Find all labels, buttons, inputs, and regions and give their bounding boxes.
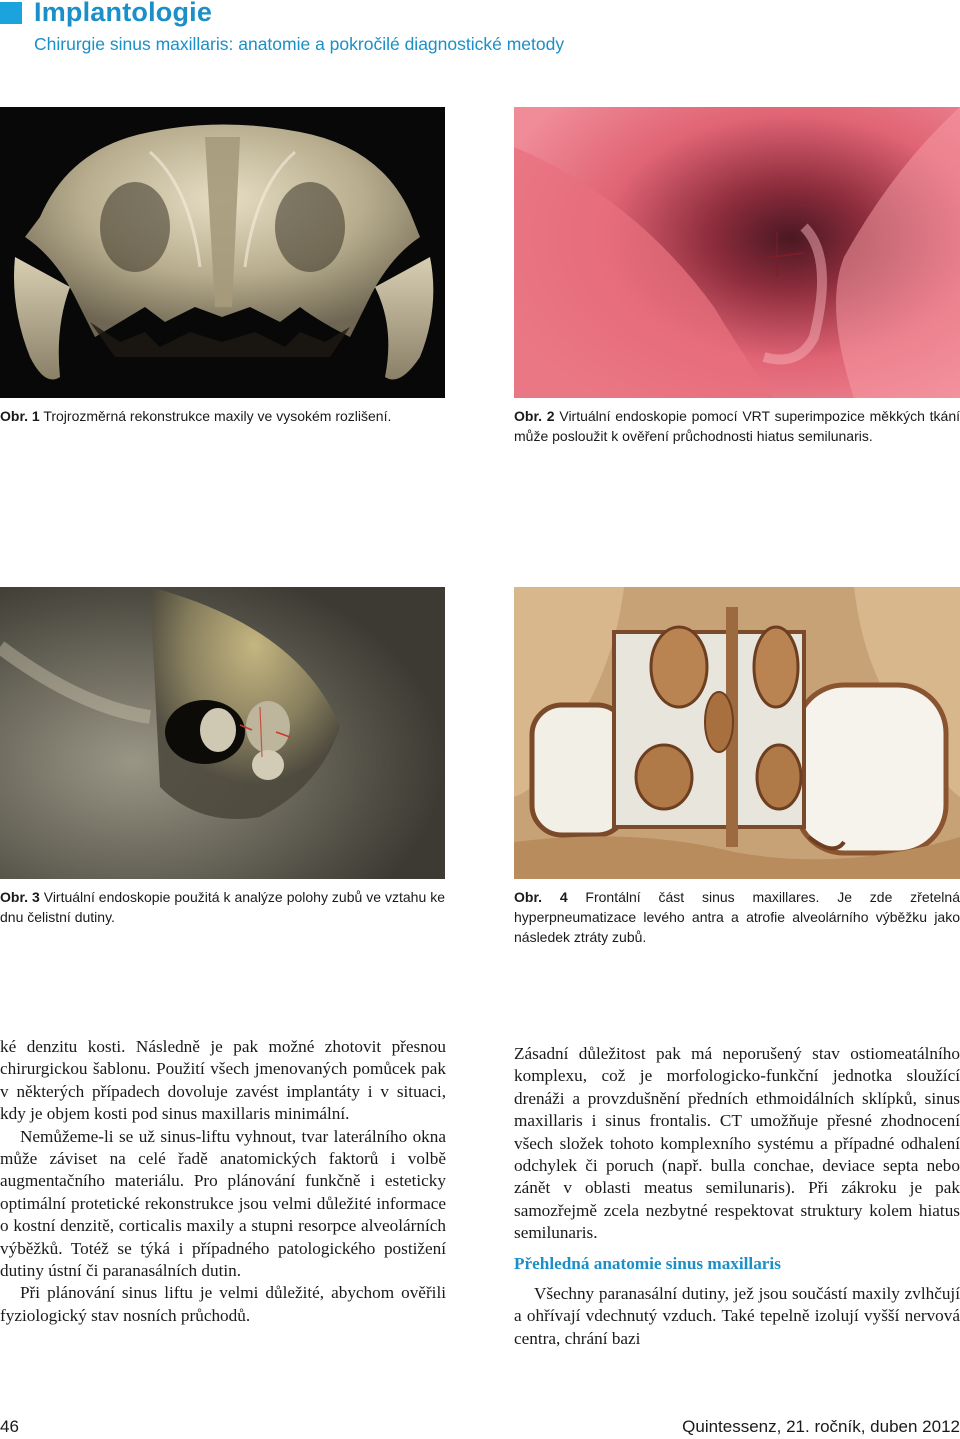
- section-marker-square: [0, 2, 22, 24]
- figure-2-image: [514, 107, 960, 398]
- figure-2-caption: [514, 406, 960, 446]
- figure-3-caption-text: Virtuální endoskopie použitá k analýze polohy zubů ve vztahu ke dnu čelistní dutiny.: [0, 889, 445, 925]
- right-paragraph-2: Všechny paranasální dutiny, jež jsou součástí maxily zvlhčují a ohřívají vdechnutý vzduch. Také tepelně izolují vyšší nervová centra, chrání bazi: [514, 1284, 960, 1348]
- figure-4-caption: [514, 887, 960, 947]
- maxilla-reconstruction-illustration: [0, 107, 445, 398]
- left-paragraph-3: Při plánování sinus liftu je velmi důležité, abychom ověřili fyziologický stav nosních průchodů.: [0, 1283, 446, 1325]
- figure-4-caption-text: Frontální část sinus maxillares. Je zde zřetelná hyperpneumatizace levého antra a atrofie alveolárního výběžku jako následek ztráty zubů.: [514, 889, 960, 945]
- figure-4-image: [514, 587, 960, 879]
- teeth-endoscopy-illustration: [0, 587, 445, 879]
- figure-1-caption: [0, 406, 445, 426]
- left-paragraph-1: ké denzitu kosti. Následně je pak možné zhotovit přesnou chirurgickou šablonu. Použití všech jmenovaných pomůcek pak v některých případech dovoluje zavést implantáty i v situaci, kdy je objem kosti pod sinus maxillaris minimální.: [0, 1037, 446, 1124]
- section-heading-anatomy: Přehledná anatomie sinus maxillaris: [514, 1253, 781, 1273]
- body-column-right: [514, 1043, 960, 1350]
- figure-4-label: Obr. 4: [514, 889, 568, 905]
- figure-1-label: Obr. 1: [0, 408, 40, 424]
- section-title: Implantologie: [34, 0, 213, 27]
- journal-footer: Quintessenz, 21. ročník, duben 2012: [682, 1417, 960, 1436]
- figure-2-label: Obr. 2: [514, 408, 555, 424]
- figure-1-caption-text: Trojrozměrná rekonstrukce maxily ve vysokém rozlišení.: [39, 408, 392, 424]
- figure-3-caption: [0, 887, 445, 927]
- left-paragraph-2: Nemůžeme-li se už sinus-liftu vyhnout, tvar laterálního okna může záviset na celé řadě anatomických faktorů i volbě augmentačního materiálu. Pro plánování funkčně i esteticky optimální protetické rekonstrukce jsou velmi důležité informace o kostní denzitě, corticalis maxily a stupni resorpce alveolárních výběžků. Totéž se týká i případného patologického postižení dutiny ústní či paranasálních dutin.: [0, 1126, 446, 1281]
- figure-1-image: [0, 107, 445, 398]
- figure-3-label: Obr. 3: [0, 889, 40, 905]
- frontal-section-illustration: [514, 587, 960, 879]
- page-number: 46: [0, 1417, 19, 1436]
- figure-2-caption-text: Virtuální endoskopie pomocí VRT superimpozice měkkých tkání může posloužit k ověření průchodnosti hiatus semilunaris.: [514, 408, 960, 444]
- figure-3-image: [0, 587, 445, 879]
- page-header: [0, 0, 960, 68]
- article-subtitle: Chirurgie sinus maxillaris: anatomie a pokročilé diagnostické metody: [34, 34, 565, 54]
- right-paragraph-1: Zásadní důležitost pak má neporušený stav ostiomeatálního komplexu, což je morfologicko-funkční jednotka sloužící drenáži a provzdušnění předních ethmoidálních sklípků, sinus maxillaris i sinus frontalis. CT umožňuje přesné zhodnocení všech složek tohoto komplexního systému a případné odhalení odchylek či poruch (např. bulla conchae, deviace septa nebo zánět v oblasti meatus semilunaris). Při zákroku je pak samozřejmě zcela nezbytné respektovat struktury kolem hiatus semilunaris.: [514, 1044, 960, 1243]
- body-column-left: [0, 1036, 446, 1327]
- virtual-endoscopy-illustration: [514, 107, 960, 398]
